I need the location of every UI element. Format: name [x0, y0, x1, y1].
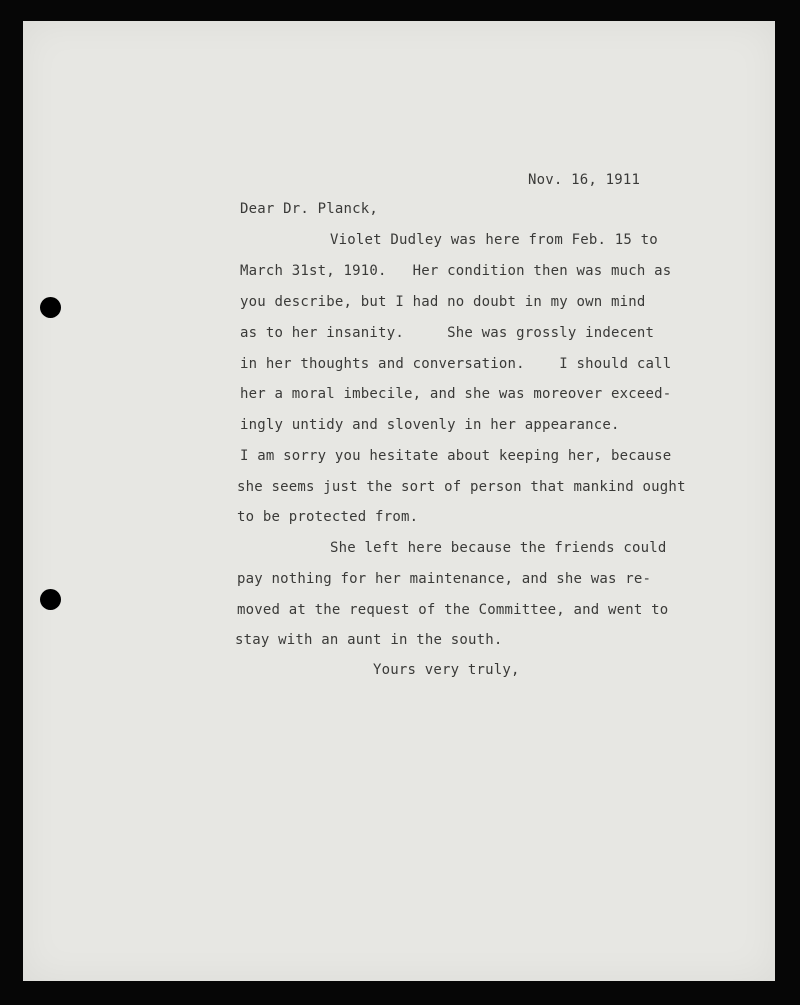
letter-sheet [23, 21, 775, 981]
body-line: her a moral imbecile, and she was moreover exceed- [240, 386, 672, 402]
punch-hole-bottom [40, 589, 61, 610]
body-line: she seems just the sort of person that mankind ought [237, 479, 686, 495]
body-line: stay with an aunt in the south. [235, 632, 503, 648]
body-line: pay nothing for her maintenance, and she was re- [237, 571, 652, 587]
body-line: in her thoughts and conversation. I should call [240, 356, 672, 372]
body-line: as to her insanity. She was grossly indecent [240, 325, 655, 341]
body-line: I am sorry you hesitate about keeping her, because [240, 448, 672, 464]
body-line: you describe, but I had no doubt in my own mind [240, 294, 646, 310]
body-line: ingly untidy and slovenly in her appearance. [240, 417, 620, 433]
letter-closing: Yours very truly, [373, 662, 520, 678]
body-line: Violet Dudley was here from Feb. 15 to [330, 232, 658, 248]
body-line: moved at the request of the Committee, and went to [237, 602, 669, 618]
body-line: to be protected from. [237, 509, 419, 525]
body-line: March 31st, 1910. Her condition then was much as [240, 263, 672, 279]
body-line: She left here because the friends could [330, 540, 667, 556]
letter-date: Nov. 16, 1911 [528, 172, 641, 188]
letter-salutation: Dear Dr. Planck, [240, 201, 379, 217]
punch-hole-top [40, 297, 61, 318]
